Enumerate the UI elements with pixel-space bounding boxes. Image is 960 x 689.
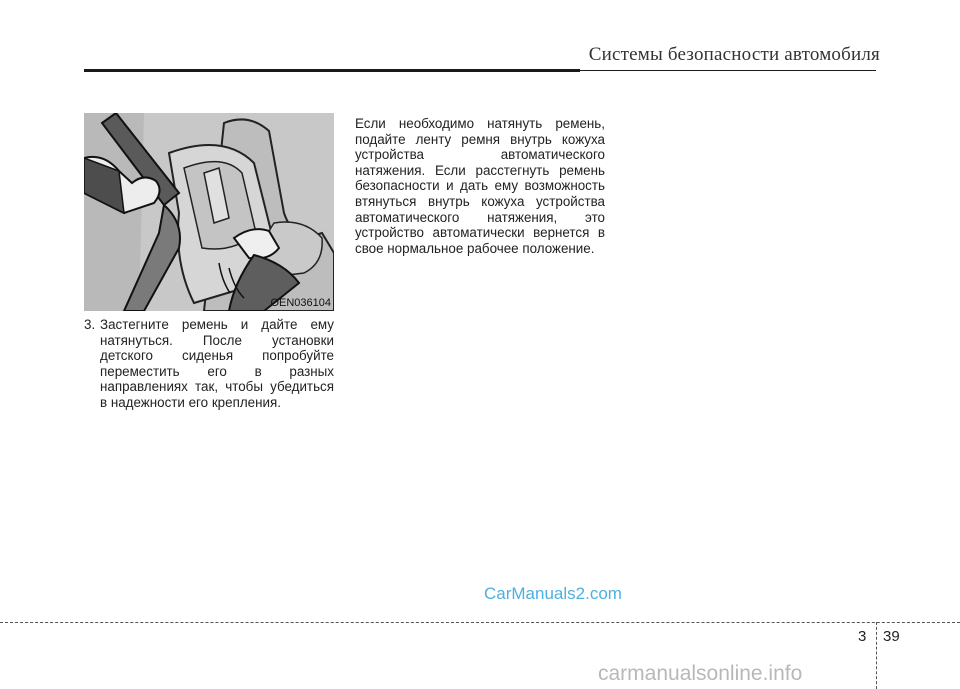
illustration-child-seat-belt [84,113,334,311]
header-rule-thick [84,69,580,72]
figure-code: OEN036104 [270,297,331,309]
page-chapter-number: 3 [858,628,867,645]
page-number: 39 [883,628,900,645]
instruction-step [84,317,334,411]
step-text: Застегните ремень и дайте ему натянуться. После установки детского сиденья попробуйте переместить его в разных направлениях так, чтобы убедиться в надежности его крепления. [100,317,334,410]
page-header-title: Системы безопасности автомобиля [588,44,880,65]
step-number: 3. [84,317,96,332]
info-paragraph: Если необходимо натянуть ремень, подайте ленту ремня внутрь кожуха устройства автоматического натяжения. Если расстегнуть ремень безопасности и дать ему возможность втянуться внутрь кожуха устройства автоматического натяжения, это устройство автоматически вернется в свое нормальное рабочее положение. [355,116,605,256]
bottom-watermark: carmanualsonline.info [598,662,803,685]
header-rule-thin [580,70,876,71]
footer-divider [876,622,877,689]
watermark-link[interactable]: CarManuals2.com [484,584,622,603]
footer-rule [0,622,960,623]
belt-tightening-illustration [84,113,334,311]
